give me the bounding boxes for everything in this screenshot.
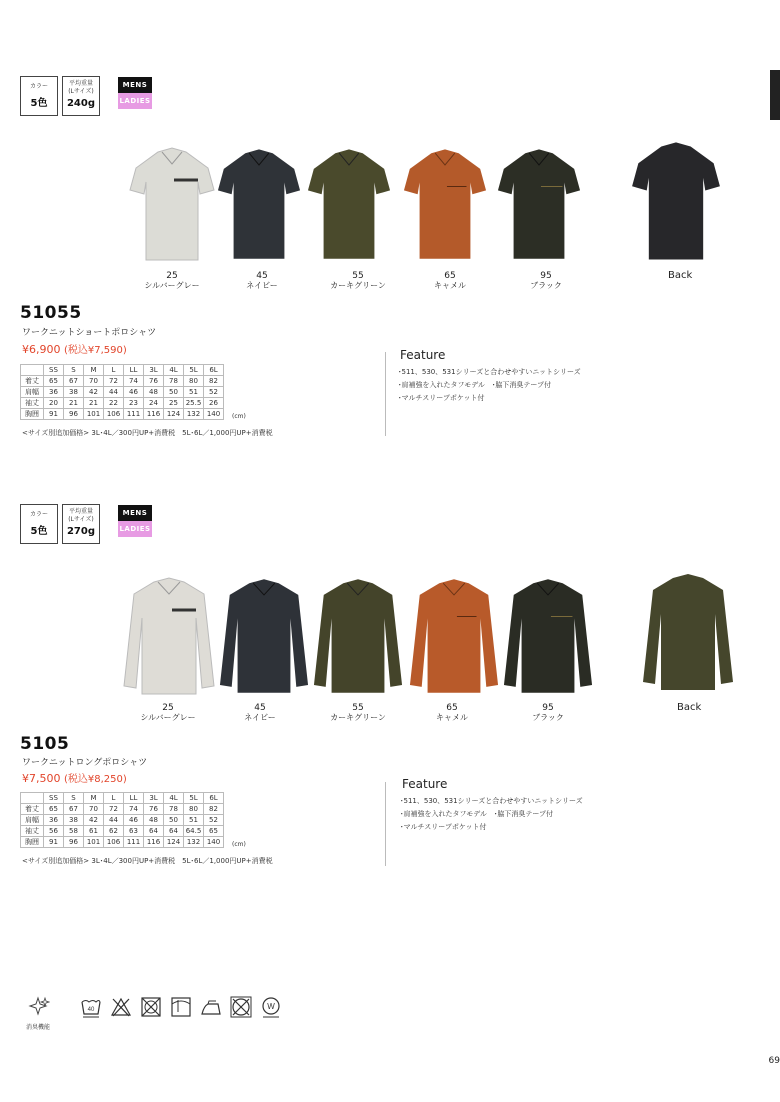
size-cell: 96 [64,837,84,848]
gender-badge [118,77,152,109]
color-caption: 25 シルバーグレー [140,703,196,722]
size-row-label: 胸囲 [21,409,44,420]
mens-badge: MENS [118,77,152,93]
size-cell: 76 [144,804,164,815]
size-cell: 23 [124,398,144,409]
model-number: 51055 [20,303,82,323]
size-cell: 111 [124,409,144,420]
size-cell: 50 [164,387,184,398]
size-cell: 36 [44,387,64,398]
color-caption: 45 ネイビー [244,703,276,722]
feature-item: ･511、530、531シリーズと合わせやすいニットシリーズ [398,368,581,376]
size-header-cell: L [104,365,124,376]
size-cell: 140 [204,837,224,848]
size-cell: 65 [204,826,224,837]
size-cell: 70 [84,376,104,387]
size-row [21,815,224,826]
size-cell: 48 [144,387,164,398]
deodorant-label: 消臭機能 [26,1024,51,1031]
color-caption: 65 キャメル [436,703,468,722]
size-cell: 20 [44,398,64,409]
size-cell: 42 [84,815,104,826]
feature-item: ･肩補強を入れたタフモデル ･脇下消臭テープ付 [400,810,554,818]
size-cell: 38 [64,815,84,826]
size-header-cell: LL [124,365,144,376]
color-caption: 55 カーキグリーン [330,703,386,722]
longshirt-camel [408,576,500,700]
size-header-cell: LL [124,793,144,804]
size-cell: 80 [184,804,204,815]
size-row-label: 着丈 [21,376,44,387]
size-row-label: 袖丈 [21,826,44,837]
size-cell: 72 [104,376,124,387]
size-price-note: <サイズ別追加価格> 3L･4L／300円UP+消費税 5L･6L／1,000円UP+消費税 [22,429,273,437]
size-cell: 82 [204,804,224,815]
size-row [21,804,224,815]
size-header-cell: 4L [164,793,184,804]
size-header-cell: 3L [144,365,164,376]
size-cell: 22 [104,398,124,409]
size-cell: 26 [204,398,224,409]
shirt-silver-grey [128,146,216,266]
price-tax: (税込¥7,590) [64,345,127,356]
wash-40-icon [80,996,102,1018]
size-cell: 50 [164,815,184,826]
size-cell: 52 [204,815,224,826]
size-cell: 124 [164,409,184,420]
feature-title: Feature [400,348,446,362]
size-header-row [21,365,224,376]
product-name: ワークニットショートポロシャツ [22,328,157,338]
size-price-note: <サイズ別追加価格> 3L･4L／300円UP+消費税 5L･6L／1,000円UP+消費税 [22,857,273,865]
shirt-camel [402,146,488,266]
longshirt-khaki-green [312,576,404,700]
section-tab [770,70,780,120]
size-table [20,364,224,420]
size-header-cell: S [64,365,84,376]
ladies-badge: LADIES [118,521,152,537]
size-cell: 21 [64,398,84,409]
size-cell: 25 [164,398,184,409]
size-cell: 65 [44,804,64,815]
color-caption: 25 シルバーグレー [144,271,200,290]
weight-label: 平均重量 [68,508,93,515]
line-dry-icon [170,996,192,1018]
color-count: 5色 [30,98,48,109]
divider [385,352,386,436]
size-cell: 74 [124,804,144,815]
svg-text:40: 40 [87,1007,95,1013]
color-caption: 45 ネイビー [246,271,278,290]
size-cell: 106 [104,409,124,420]
size-row-label: 着丈 [21,804,44,815]
size-unit: (cm) [232,841,246,848]
size-unit: (cm) [232,413,246,420]
size-row [21,826,224,837]
size-cell: 38 [64,387,84,398]
color-caption: 65 キャメル [434,271,466,290]
longshirt-navy [218,576,310,700]
no-dryclean-icon [230,996,252,1018]
svg-text:W: W [267,1002,275,1011]
color-label: カラー [29,511,48,518]
weight-value: 270g [66,526,96,537]
size-cell: 21 [84,398,104,409]
color-caption: 95 ブラック [532,703,564,722]
size-header-cell: SS [44,365,64,376]
size-header-cell: S [64,793,84,804]
iron-icon [200,996,222,1018]
size-cell: 82 [204,376,224,387]
size-cell: 67 [64,376,84,387]
product-name: ワークニットロングポロシャツ [22,758,148,768]
size-header-cell: M [84,365,104,376]
size-cell: 64.5 [184,826,204,837]
size-row-label: 胸囲 [21,837,44,848]
weight-size-label: (Lサイズ) [68,516,94,523]
size-row [21,387,224,398]
size-row-label: 袖丈 [21,398,44,409]
size-cell: 91 [44,837,64,848]
size-cell: 74 [124,376,144,387]
size-cell: 36 [44,815,64,826]
page-number: 69 [768,1056,780,1066]
size-cell: 132 [184,409,204,420]
size-header-cell: 4L [164,365,184,376]
longshirt-black [502,576,594,700]
size-cell: 58 [64,826,84,837]
size-cell: 96 [64,409,84,420]
longshirt-silver-grey [122,576,216,700]
size-header-cell: 6L [204,365,224,376]
size-cell: 42 [84,387,104,398]
color-caption: 95 ブラック [530,271,562,290]
color-caption: 55 カーキグリーン [330,271,386,290]
shirt-khaki-green [306,146,392,266]
size-header-cell: L [104,793,124,804]
feature-item: ･マルチスリーブポケット付 [400,823,487,831]
size-cell: 46 [124,815,144,826]
ladies-badge: LADIES [118,93,152,109]
size-cell: 101 [84,409,104,420]
size-cell: 51 [184,387,204,398]
price-tax: (税込¥8,250) [64,774,127,785]
size-cell: 78 [164,804,184,815]
size-cell: 56 [44,826,64,837]
size-cell: 124 [164,837,184,848]
no-bleach-icon [110,996,132,1018]
size-cell: 24 [144,398,164,409]
deodorant-sparkle-icon [28,996,50,1018]
size-cell: 70 [84,804,104,815]
size-header-cell: M [84,793,104,804]
weight-box [62,76,100,116]
model-number: 5105 [20,734,70,754]
color-count-box [20,76,58,116]
size-cell: 106 [104,837,124,848]
feature-item: ･肩補強を入れたタフモデル ･脇下消臭テープ付 [398,381,552,389]
size-cell: 140 [204,409,224,420]
feature-item: ･マルチスリーブポケット付 [398,394,485,402]
size-header-cell: SS [44,793,64,804]
size-cell: 44 [104,815,124,826]
weight-value: 240g [66,98,96,109]
weight-label: 平均重量 [68,80,93,87]
size-row-label: 肩幅 [21,387,44,398]
gender-badge [118,505,152,537]
weight-box [62,504,100,544]
size-row [21,376,224,387]
size-row [21,398,224,409]
shirt-back-view [630,140,722,266]
size-cell: 64 [144,826,164,837]
mens-badge: MENS [118,505,152,521]
back-caption: Back [668,270,693,281]
shirt-navy [216,146,302,266]
size-header-cell: 6L [204,793,224,804]
feature-title: Feature [402,777,448,791]
longshirt-back-view [640,572,736,696]
size-cell: 80 [184,376,204,387]
size-cell: 76 [144,376,164,387]
no-tumble-dry-icon [140,996,162,1018]
size-table [20,792,224,848]
price-value: ¥6,900 [22,343,61,356]
price [22,341,127,356]
size-cell: 116 [144,409,164,420]
size-header-row [21,793,224,804]
color-label: カラー [29,83,48,90]
size-cell: 44 [104,387,124,398]
size-cell: 116 [144,837,164,848]
size-cell: 65 [44,376,64,387]
feature-item: ･511、530、531シリーズと合わせやすいニットシリーズ [400,797,583,805]
size-header-cell: 3L [144,793,164,804]
weight-size-label: (Lサイズ) [68,88,94,95]
size-cell: 72 [104,804,124,815]
size-header-cell: 5L [184,793,204,804]
back-caption: Back [677,702,702,713]
size-cell: 48 [144,815,164,826]
size-cell: 52 [204,387,224,398]
size-cell: 101 [84,837,104,848]
size-cell: 91 [44,409,64,420]
size-cell: 78 [164,376,184,387]
price-value: ¥7,500 [22,772,61,785]
shirt-black [496,146,582,266]
size-cell: 64 [164,826,184,837]
size-header-cell [21,793,44,804]
price [22,770,127,785]
size-row [21,837,224,848]
size-cell: 46 [124,387,144,398]
size-row [21,409,224,420]
wet-clean-icon [260,996,282,1018]
size-cell: 62 [104,826,124,837]
color-count: 5色 [30,526,48,537]
size-cell: 111 [124,837,144,848]
size-cell: 67 [64,804,84,815]
size-cell: 63 [124,826,144,837]
divider [385,782,386,866]
size-cell: 61 [84,826,104,837]
size-cell: 25.5 [184,398,204,409]
color-count-box [20,504,58,544]
size-cell: 51 [184,815,204,826]
size-header-cell: 5L [184,365,204,376]
size-header-cell [21,365,44,376]
size-row-label: 肩幅 [21,815,44,826]
size-cell: 132 [184,837,204,848]
